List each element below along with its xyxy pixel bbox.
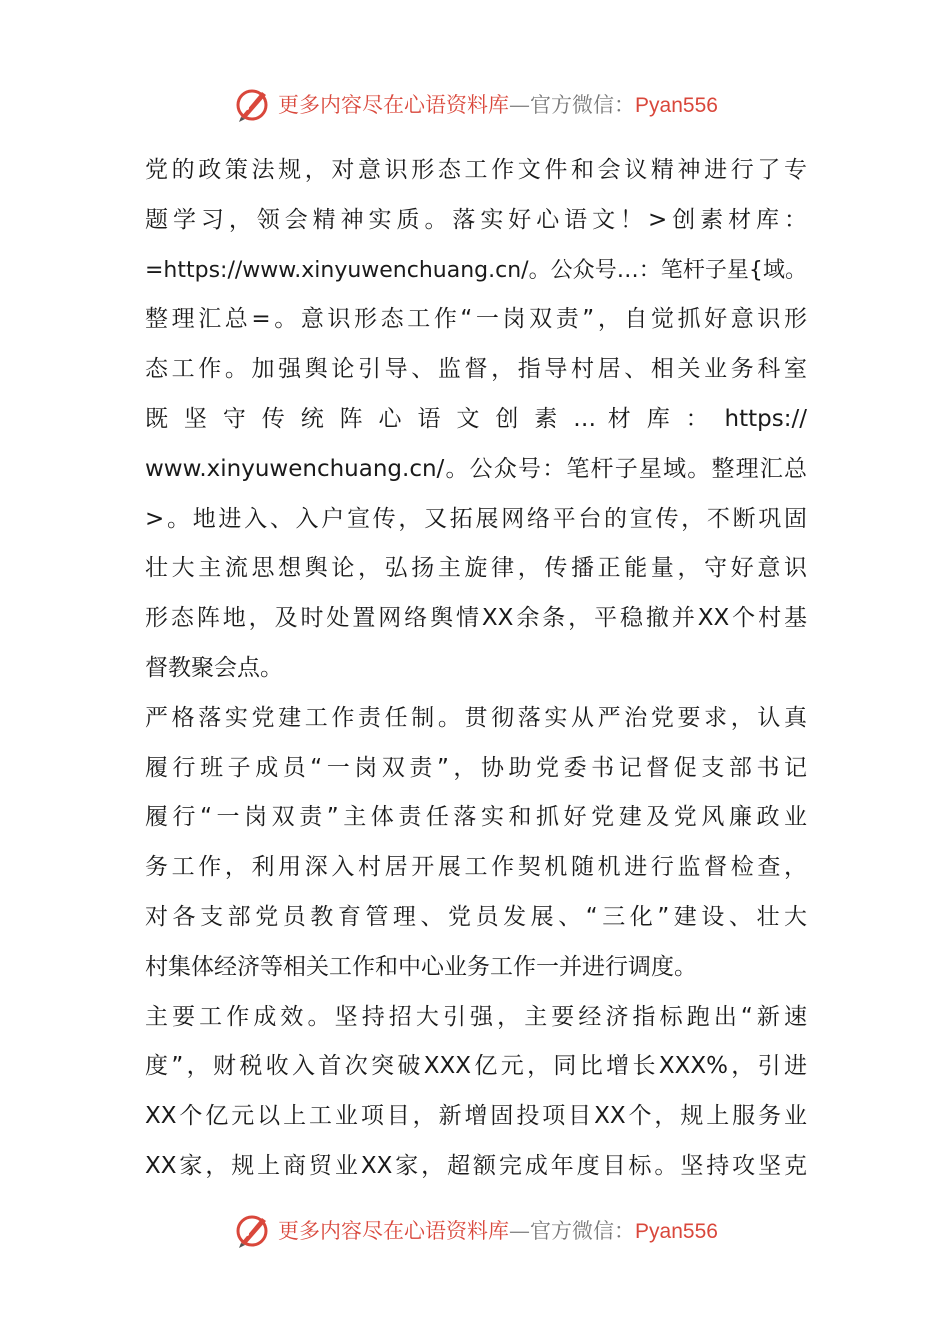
text-line: 村集体经济等相关工作和中心业务工作一并进行调度。 <box>145 953 697 980</box>
banner-id: Pyan556 <box>635 94 718 117</box>
text-line: 履行“一岗双责”主体责任落实和抓好党建及党风廉政业 <box>145 804 807 831</box>
banner-text <box>278 89 718 119</box>
text-line: 履行班子成员“一岗双责”，协助党委书记督促支部书记 <box>145 754 807 781</box>
text-line: 壮大主流思想舆论，弘扬主旋律，传播正能量，守好意识 <box>145 555 807 582</box>
banner-main: 更多内容尽在心语资料库 <box>278 93 510 117</box>
text-line: 整理汇总=。意识形态工作“一岗双责”，自觉抓好意识形 <box>145 306 807 333</box>
banner-text <box>278 1215 718 1245</box>
banner-sub: 官方微信： <box>530 1219 636 1243</box>
text-line: 对各支部党员教育管理、党员发展、“三化”建设、壮大 <box>145 903 807 930</box>
text-line: 题学习，领会精神实质。落实好心语文！>创素材库： <box>145 206 807 233</box>
pen-logo-icon <box>232 84 272 124</box>
text-line: 督教聚会点。 <box>145 654 283 681</box>
text-line: 党的政策法规，对意识形态工作文件和会议精神进行了专 <box>145 157 807 183</box>
text-line: >。地进入、入户宣传，又拓展网络平台的宣传，不断巩固 <box>145 505 807 532</box>
footer-banner <box>0 1208 950 1252</box>
text-line: 形态阵地，及时处置网络舆情XX余条，平稳撤并XX个村基 <box>145 605 807 632</box>
banner-main: 更多内容尽在心语资料库 <box>278 1219 510 1243</box>
text-line: 主要工作成效。坚持招大引强，主要经济指标跑出“新速 <box>145 1003 807 1030</box>
document-body <box>145 146 807 1192</box>
banner-dash: — <box>509 93 531 117</box>
banner-id: Pyan556 <box>635 1220 718 1243</box>
pen-logo-icon <box>232 1210 272 1250</box>
text-line: XX家，规上商贸业XX家，超额完成年度目标。坚持攻坚克 <box>145 1152 807 1179</box>
text-line: 度”，财税收入首次突破XXX亿元，同比增长XXX%，引进 <box>145 1053 807 1080</box>
text-line: 态工作。加强舆论引导、监督，指导村居、相关业务科室 <box>145 356 807 383</box>
text-line: XX个亿元以上工业项目，新增固投项目XX个，规上服务业 <box>145 1103 807 1130</box>
text-line: www.xinyuwenchuang.cn/。公众号：笔杆子星域。整理汇总 <box>145 455 807 482</box>
banner-sub: 官方微信： <box>530 93 636 117</box>
text-line: 既 坚 守 传 统 阵 心 语 文 创 素 … 材 库 ： https:// <box>145 405 807 432</box>
text-line: 严格落实党建工作责任制。贯彻落实从严治党要求，认真 <box>145 704 807 731</box>
text-line: 务工作，利用深入村居开展工作契机随机进行监督检查， <box>145 854 807 881</box>
header-banner <box>0 82 950 126</box>
banner-dash: — <box>509 1219 531 1243</box>
text-line: =https://www.xinyuwenchuang.cn/。公众号…：笔杆子星{域。 <box>145 257 807 283</box>
